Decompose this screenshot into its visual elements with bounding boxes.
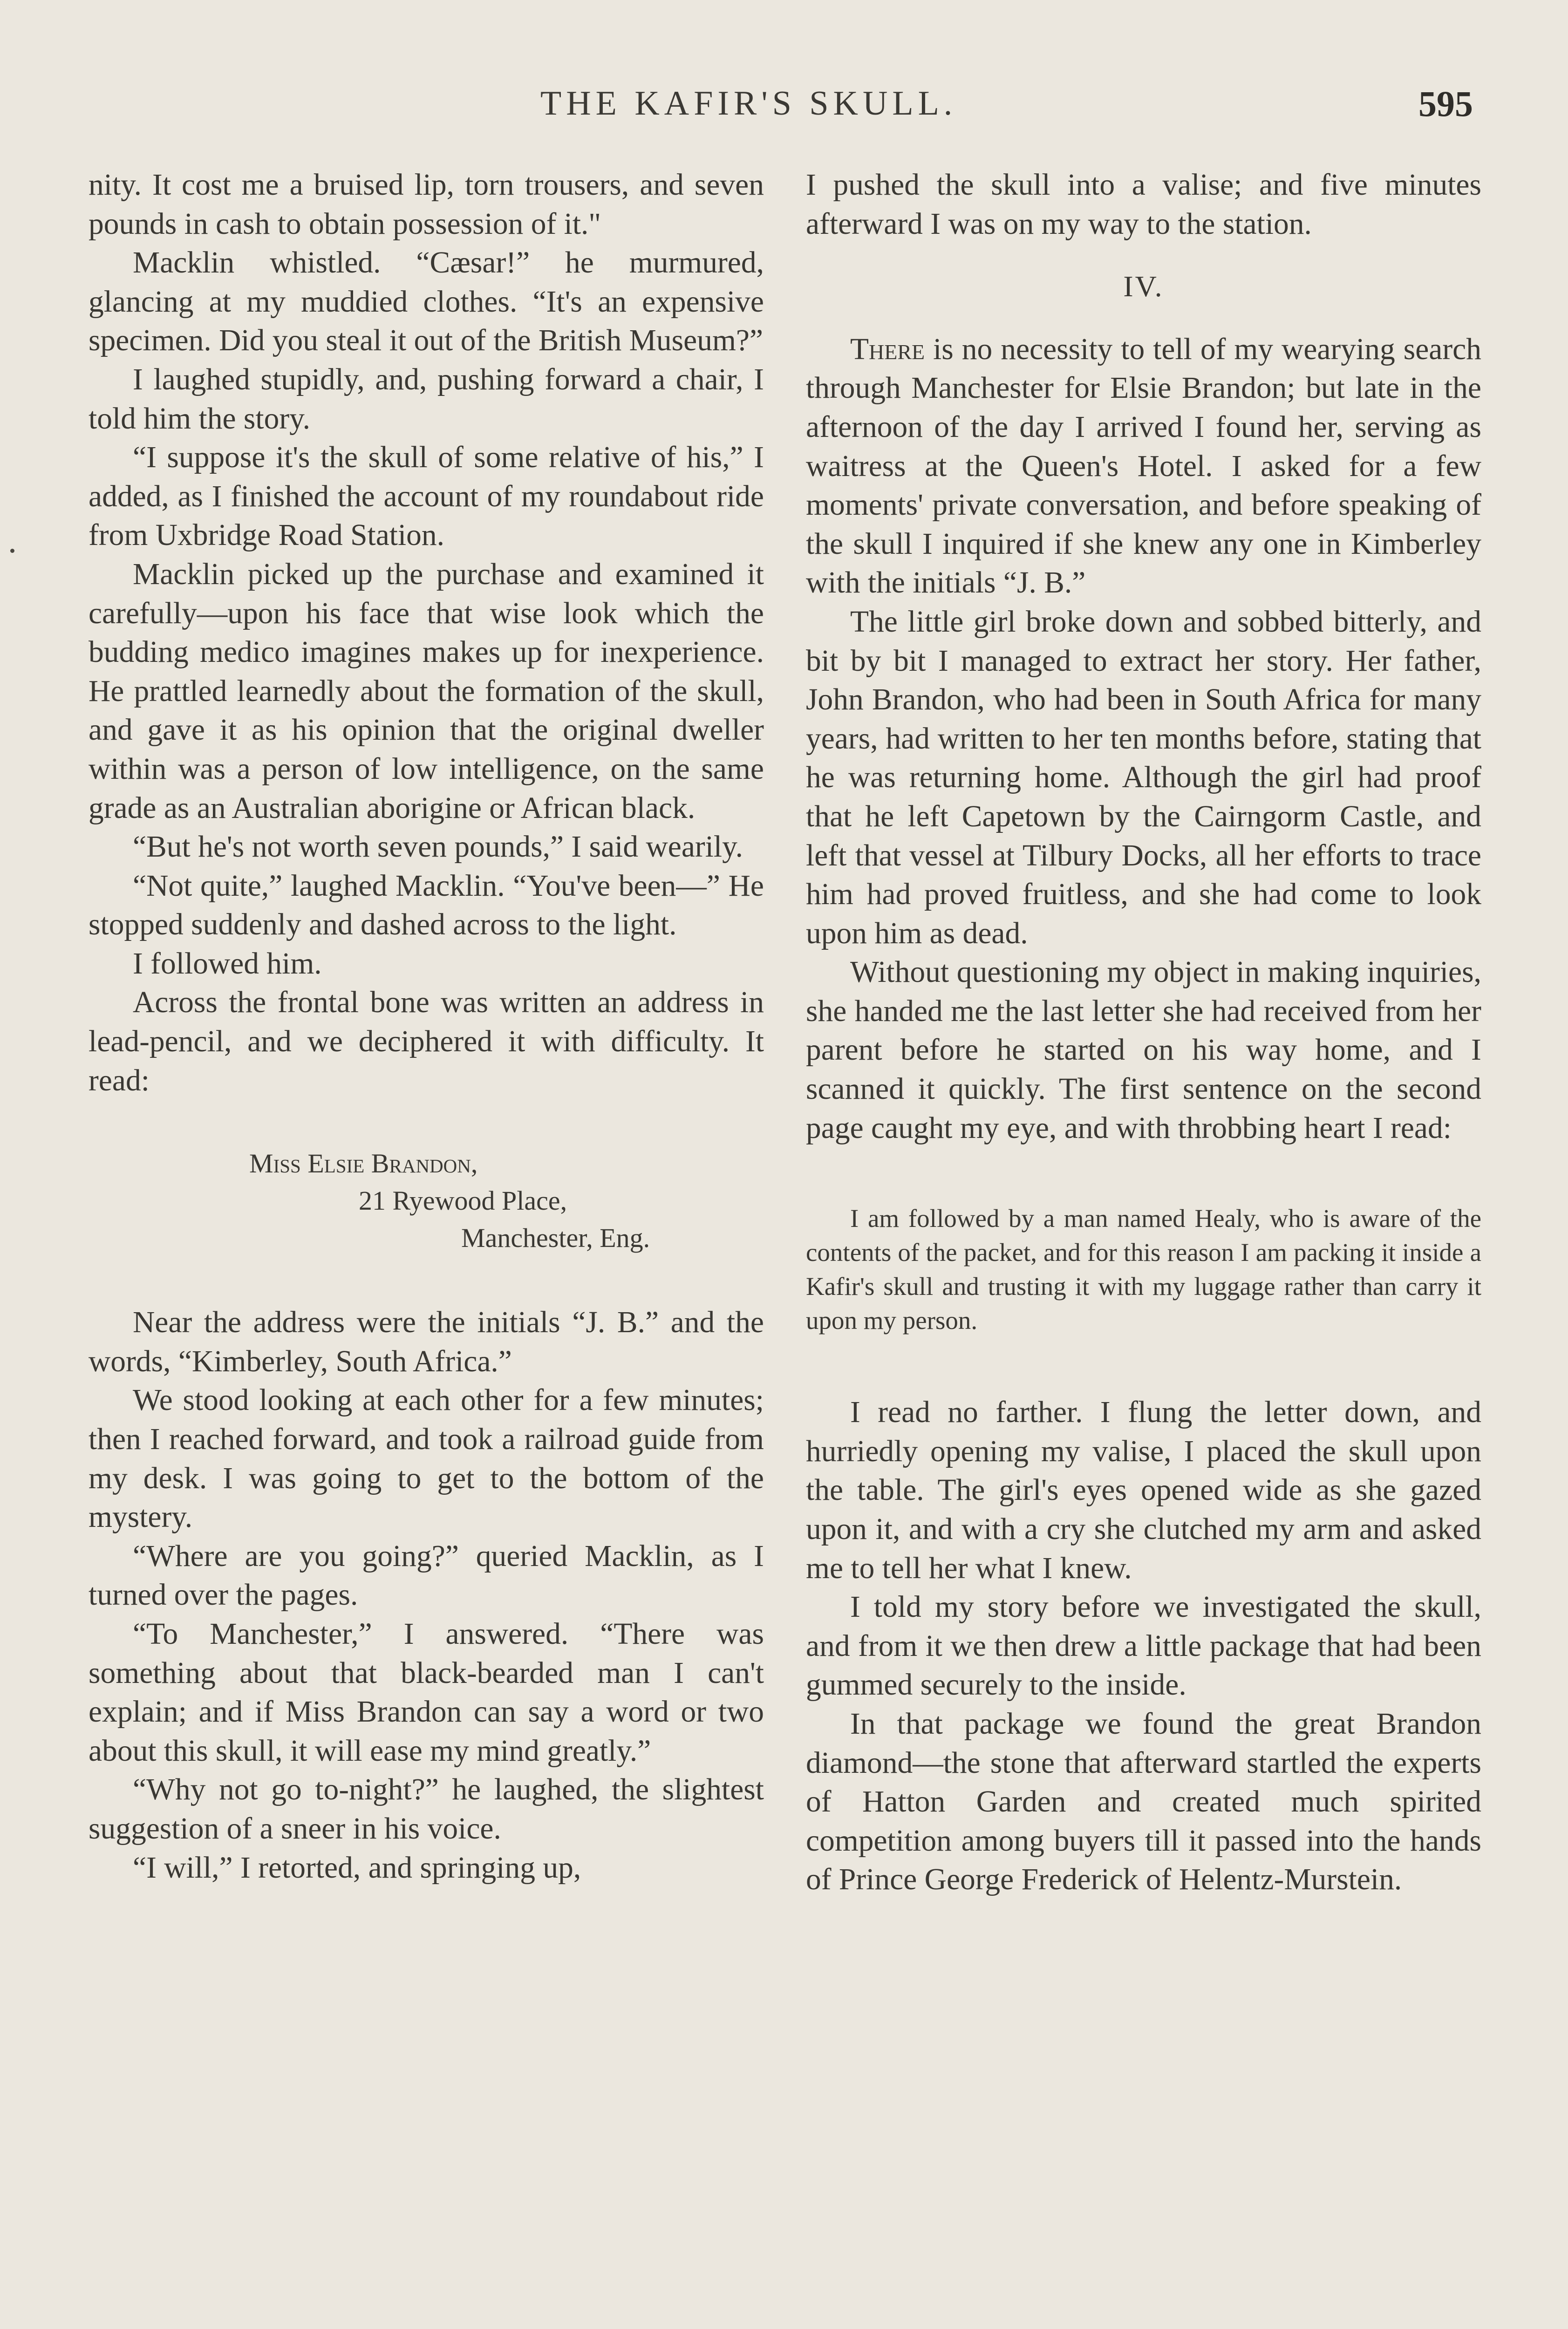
paragraph: I told my story before we investigated the skull, and from it we then drew a little package that had been gummed securely to the inside. [806,1590,1481,1702]
paragraph: “But he's not worth seven pounds,” I said wearily. [133,830,743,864]
paragraph: I read no farther. I flung the letter down, and hurriedly opening my valise, I placed the skull upon the table. The girl's eyes opened wide as she gazed upon it, and with a cry she clutched my arm and asked me to tell her what I knew. [806,1396,1481,1585]
drop-lead-word: There [850,332,925,366]
address-block [89,1145,764,1257]
paragraph-text: is no necessity to tell of my wearying search through Manchester for Elsie Brandon; but late in the afternoon of the day I arrived I found her, serving as waitress at the Queen's Hotel. I asked for a few moments' private conversation, and before speaking of the skull I inquired if she knew any one in Kimberley with the initials “J. B.” [806,332,1481,600]
paragraph: We stood looking at each other for a few minutes; then I reached forward, and took a railroad guide from my desk. I was going to get to the bottom of the mystery. [89,1383,764,1534]
paragraph: Across the frontal bone was written an address in lead-pencil, and we deciphered it with difficulty. It read: [89,986,764,1097]
letter-quote [806,1201,1481,1337]
address-street: 21 Ryewood Place, [359,1185,567,1216]
paragraph: “Where are you going?” queried Macklin, as I turned over the pages. [89,1539,764,1612]
paragraph: In that package we found the great Brandon diamond—the stone that afterward startled the experts of Hatton Garden and created much spirited competition among buyers till it passed into the hands of Prince George Frederick of Helentz-Murstein. [806,1707,1481,1897]
paragraph: I followed him. [133,947,322,981]
paragraph: Macklin whistled. “Cæsar!” he murmured, glancing at my muddied clothes. “It's an expensive specimen. Did you steal it out of the British Museum?” [89,246,764,358]
paragraph: Without questioning my object in making inquiries, she handed me the last letter she had received from her parent before he started on his way home, and I scanned it quickly. The first sentence on the second page caught my eye, and with throbbing heart I read: [806,955,1481,1145]
address-city: Manchester, Eng. [461,1223,650,1253]
ink-speck [10,549,14,553]
left-column [89,166,764,1887]
paragraph [806,330,1481,603]
paragraph: I pushed the skull into a valise; and five minutes afterward I was on my way to the station. [806,168,1481,241]
paragraph: “Not quite,” laughed Macklin. “You've been—” He stopped suddenly and dashed across to the light. [89,869,764,942]
letter-text: I am followed by a man named Healy, who is aware of the contents of the packet, and for this reason I am packing it inside a Kafir's skull and trusting it with my luggage rather than carry it upon my person. [806,1204,1481,1335]
paragraph: Near the address were the initials “J. B.” and the words, “Kimberley, South Africa.” [89,1306,764,1378]
page-number: 595 [1418,83,1473,124]
paragraph: The little girl broke down and sobbed bitterly, and bit by bit I managed to extract her story. Her father, John Brandon, who had been in South Africa for many years, had written to her ten months before, stating that he was returning home. Although the girl had proof that he left Capetown by the Cairngorm Castle, and left that vessel at Tilbury Docks, all her efforts to trace him had proved fruitless, and she had come to look upon him as dead. [806,605,1481,950]
paragraph: “Why not go to-night?” he laughed, the slightest suggestion of a sneer in his voice. [89,1773,764,1845]
address-name: Miss Elsie Brandon, [249,1148,478,1179]
paragraph: nity. It cost me a bruised lip, torn trousers, and seven pounds in cash to obtain possession of it." [89,168,764,241]
paragraph: “To Manchester,” I answered. “There was something about that black-bearded man I can't explain; and if Miss Brandon can say a word or two about this skull, it will ease my mind greatly.” [89,1617,764,1768]
paragraph: I laughed stupidly, and, pushing forward a chair, I told him the story. [89,362,764,436]
running-title: THE KAFIR'S SKULL. [540,84,957,123]
right-column [806,166,1481,1900]
paragraph: “I suppose it's the skull of some relative of his,” I added, as I finished the account of my roundabout ride from Uxbridge Road Station. [89,441,764,552]
section-number: IV. [1123,270,1164,303]
paragraph: “I will,” I retorted, and springing up, [133,1851,581,1885]
paragraph: Macklin picked up the purchase and examined it carefully—upon his face that wise look which the budding medico imagines makes up for inexperience. He prattled learnedly about the formation of the skull, and gave it as his opinion that the original dweller within was a person of low intelligence, on the same grade as an Australian aborigine or African black. [89,557,764,825]
